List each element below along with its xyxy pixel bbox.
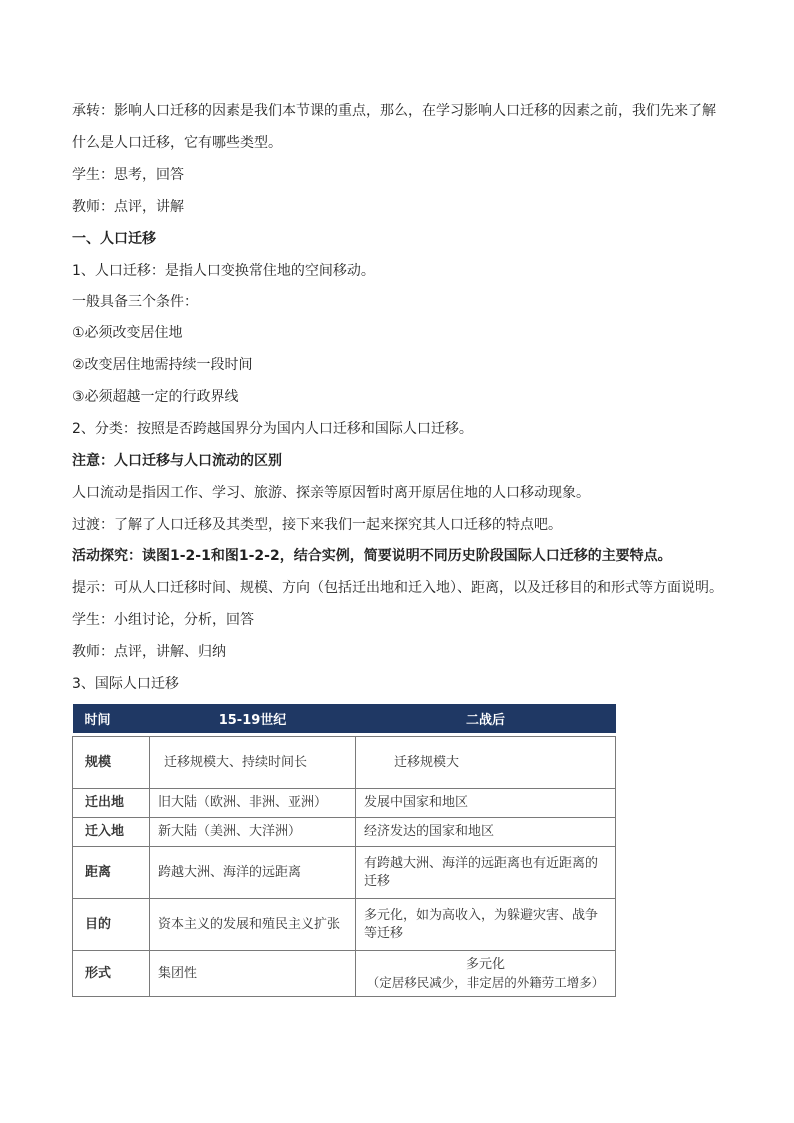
activity-heading: 活动探究：读图1-2-1和图1-2-2，结合实例，简要说明不同历史阶段国际人口迁移的主要特点。 [72, 548, 672, 564]
distance-post-ww2: 有跨越大洲、海洋的远距离也有近距离的迁移 [356, 847, 616, 899]
destination-post-ww2: 经济发达的国家和地区 [356, 818, 616, 847]
origin-post-ww2: 发展中国家和地区 [356, 789, 616, 818]
condition-3: ③必须超越一定的行政界线 [72, 389, 239, 405]
scale-post-ww2: 迁移规模大 [356, 737, 616, 789]
scale-15-19: 迁移规模大、持续时间长 [150, 737, 356, 789]
table-row [73, 847, 616, 899]
table-header-row [73, 704, 616, 733]
international-migration-heading: 3、国际人口迁移 [72, 676, 179, 692]
row-label-scale: 规模 [73, 737, 150, 789]
header-time: 时间 [73, 704, 150, 733]
transition-text-line1: 承转：影响人口迁移的因素是我们本节课的重点，那么，在学习影响人口迁移的因素之前，我们先来了解 [72, 103, 716, 119]
destination-15-19: 新大陆（美洲、大洋洲） [150, 818, 356, 847]
student-response-2: 学生：小组讨论，分析，回答 [72, 612, 254, 628]
note-heading: 注意：人口迁移与人口流动的区别 [72, 453, 282, 469]
definition-migration: 1、人口迁移：是指人口变换常住地的空间移动。 [72, 263, 375, 279]
population-flow-definition: 人口流动是指因工作、学习、旅游、探亲等原因暂时离开原居住地的人口移动现象。 [72, 485, 590, 501]
transition-text-line2: 什么是人口迁移，它有哪些类型。 [72, 135, 282, 151]
student-response-1: 学生：思考，回答 [72, 167, 184, 183]
form-post-ww2 [356, 951, 616, 997]
origin-15-19: 旧大陆（欧洲、非洲、亚洲） [150, 789, 356, 818]
teacher-comment-1: 教师：点评，讲解 [72, 199, 184, 215]
hint-text: 提示：可从人口迁移时间、规模、方向（包括迁出地和迁入地）、距离，以及迁移目的和形式等方面说明。 [72, 580, 723, 596]
row-label-destination: 迁入地 [73, 818, 150, 847]
row-label-form: 形式 [73, 951, 150, 997]
table-row [73, 951, 616, 997]
transition-text-2: 过渡：了解了人口迁移及其类型，接下来我们一起来探究其人口迁移的特点吧。 [72, 517, 562, 533]
row-label-distance: 距离 [73, 847, 150, 899]
table-row [73, 789, 616, 818]
row-label-origin: 迁出地 [73, 789, 150, 818]
purpose-post-ww2: 多元化，如为高收入，为躲避灾害、战争等迁移 [356, 899, 616, 951]
condition-2: ②改变居住地需持续一段时间 [72, 357, 253, 373]
classification: 2、分类：按照是否跨越国界分为国内人口迁移和国际人口迁移。 [72, 421, 473, 437]
table-row [73, 899, 616, 951]
migration-comparison-table [72, 704, 616, 997]
table-row [73, 737, 616, 789]
header-post-ww2: 二战后 [356, 704, 616, 733]
conditions-intro: 一般具备三个条件： [72, 294, 198, 310]
row-label-purpose: 目的 [73, 899, 150, 951]
form-15-19: 集团性 [150, 951, 356, 997]
distance-15-19: 跨越大洲、海洋的远距离 [150, 847, 356, 899]
teacher-comment-2: 教师：点评，讲解、归纳 [72, 644, 226, 660]
form-post-ww2-main: 多元化 [465, 956, 505, 972]
form-post-ww2-note: （定居移民减少，非定居的外籍劳工增多） [366, 974, 605, 990]
table-row [73, 818, 616, 847]
section-heading-migration: 一、人口迁移 [72, 231, 156, 247]
header-15-19-century: 15-19世纪 [150, 704, 356, 733]
condition-1: ①必须改变居住地 [72, 325, 183, 341]
purpose-15-19: 资本主义的发展和殖民主义扩张 [150, 899, 356, 951]
